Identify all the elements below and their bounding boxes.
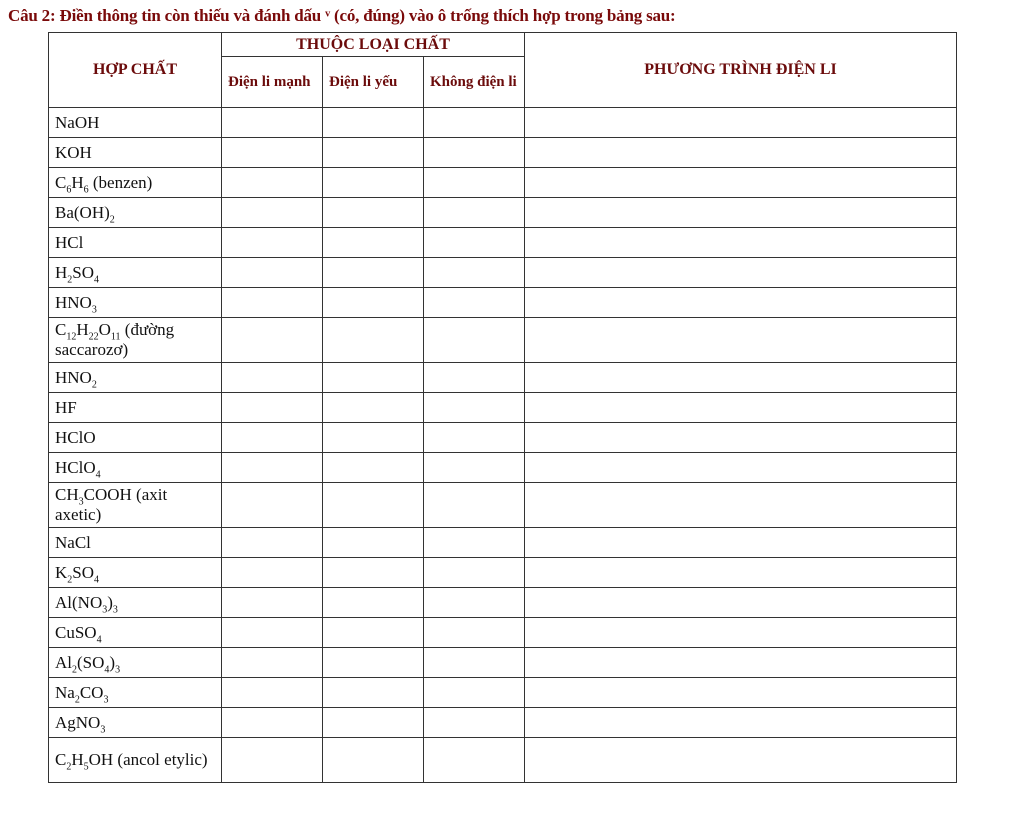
equation-cell[interactable] [525, 318, 957, 363]
compound-name: KOH [49, 138, 222, 168]
weak-cell[interactable] [323, 588, 424, 618]
table-row [49, 138, 957, 168]
weak-cell[interactable] [323, 363, 424, 393]
non-electrolyte-cell[interactable] [424, 138, 525, 168]
table-row [49, 588, 957, 618]
equation-cell[interactable] [525, 588, 957, 618]
table-row [49, 528, 957, 558]
table-row [49, 198, 957, 228]
non-electrolyte-cell[interactable] [424, 228, 525, 258]
equation-cell[interactable] [525, 453, 957, 483]
non-electrolyte-cell[interactable] [424, 198, 525, 228]
compound-name: $Ba(OH)_2$ [49, 198, 222, 228]
weak-cell[interactable] [323, 138, 424, 168]
table-row [49, 258, 957, 288]
strong-cell[interactable] [222, 528, 323, 558]
non-electrolyte-cell[interactable] [424, 648, 525, 678]
strong-cell[interactable] [222, 648, 323, 678]
compound-name: $C_{12}H_{22}O_{11}$ (đường saccarozơ) [49, 318, 222, 363]
compound-name: $HNO_3$ [49, 288, 222, 318]
equation-cell[interactable] [525, 288, 957, 318]
strong-cell[interactable] [222, 558, 323, 588]
non-electrolyte-cell[interactable] [424, 558, 525, 588]
non-electrolyte-cell[interactable] [424, 108, 525, 138]
weak-cell[interactable] [323, 648, 424, 678]
non-electrolyte-cell[interactable] [424, 288, 525, 318]
weak-cell[interactable] [323, 558, 424, 588]
compound-name: AgNO$_3$ [49, 708, 222, 738]
compound-name: $K_2SO_4$ [49, 558, 222, 588]
non-electrolyte-cell[interactable] [424, 738, 525, 783]
table-row [49, 453, 957, 483]
equation-cell[interactable] [525, 168, 957, 198]
non-electrolyte-cell[interactable] [424, 168, 525, 198]
strong-cell[interactable] [222, 108, 323, 138]
equation-cell[interactable] [525, 618, 957, 648]
weak-cell[interactable] [323, 108, 424, 138]
compound-name: $CH_3COOH$ (axit axetic) [49, 483, 222, 528]
weak-cell[interactable] [323, 678, 424, 708]
compound-name: HCl [49, 228, 222, 258]
strong-cell[interactable] [222, 738, 323, 783]
non-electrolyte-cell[interactable] [424, 588, 525, 618]
question-title: Câu 2: Điền thông tin còn thiếu và đánh dấu ᵛ (có, đúng) vào ô trống thích hợp trong bảng sau: [8, 6, 676, 25]
weak-cell[interactable] [323, 423, 424, 453]
compound-name: HClO$_4$ [49, 453, 222, 483]
compound-name: $C_6H_6$ (benzen) [49, 168, 222, 198]
table-row [49, 708, 957, 738]
header-non-electrolyte: Không điện li [424, 57, 525, 108]
table-body [49, 108, 957, 783]
weak-cell[interactable] [323, 168, 424, 198]
non-electrolyte-cell[interactable] [424, 393, 525, 423]
non-electrolyte-cell[interactable] [424, 318, 525, 363]
compound-name: NaOH [49, 108, 222, 138]
strong-cell[interactable] [222, 288, 323, 318]
strong-cell[interactable] [222, 258, 323, 288]
table-row [49, 318, 957, 363]
equation-cell[interactable] [525, 108, 957, 138]
equation-cell[interactable] [525, 708, 957, 738]
weak-cell[interactable] [323, 288, 424, 318]
strong-cell[interactable] [222, 228, 323, 258]
strong-cell[interactable] [222, 393, 323, 423]
strong-cell[interactable] [222, 318, 323, 363]
strong-cell[interactable] [222, 198, 323, 228]
weak-cell[interactable] [323, 528, 424, 558]
table-row [49, 168, 957, 198]
equation-cell[interactable] [525, 138, 957, 168]
strong-cell[interactable] [222, 423, 323, 453]
strong-cell[interactable] [222, 678, 323, 708]
weak-cell[interactable] [323, 708, 424, 738]
table-row [49, 393, 957, 423]
equation-cell[interactable] [525, 393, 957, 423]
strong-cell[interactable] [222, 483, 323, 528]
strong-cell[interactable] [222, 618, 323, 648]
strong-cell[interactable] [222, 363, 323, 393]
table-row [49, 483, 957, 528]
header-weak-electrolyte: Điện li yếu [323, 57, 424, 108]
compound-name: CuSO$_4$ [49, 618, 222, 648]
weak-cell[interactable] [323, 258, 424, 288]
strong-cell[interactable] [222, 138, 323, 168]
non-electrolyte-cell[interactable] [424, 708, 525, 738]
strong-cell[interactable] [222, 708, 323, 738]
equation-cell[interactable] [525, 678, 957, 708]
weak-cell[interactable] [323, 483, 424, 528]
compound-name: $HNO_2$ [49, 363, 222, 393]
compound-name: $Al_2(SO_4)_3$ [49, 648, 222, 678]
equation-cell[interactable] [525, 258, 957, 288]
non-electrolyte-cell[interactable] [424, 258, 525, 288]
compound-name: $C_2H_5OH$ (ancol etylic) [49, 738, 222, 783]
table-row [49, 678, 957, 708]
non-electrolyte-cell[interactable] [424, 528, 525, 558]
weak-cell[interactable] [323, 198, 424, 228]
weak-cell[interactable] [323, 228, 424, 258]
weak-cell[interactable] [323, 738, 424, 783]
strong-cell[interactable] [222, 168, 323, 198]
non-electrolyte-cell[interactable] [424, 453, 525, 483]
table-row [49, 363, 957, 393]
table-row [49, 648, 957, 678]
non-electrolyte-cell[interactable] [424, 483, 525, 528]
non-electrolyte-cell[interactable] [424, 678, 525, 708]
table-row [49, 618, 957, 648]
table-row [49, 108, 957, 138]
header-compound: HỢP CHẤT [49, 33, 222, 108]
equation-cell[interactable] [525, 423, 957, 453]
equation-cell[interactable] [525, 558, 957, 588]
equation-cell[interactable] [525, 198, 957, 228]
equation-cell[interactable] [525, 483, 957, 528]
table-row [49, 423, 957, 453]
non-electrolyte-cell[interactable] [424, 423, 525, 453]
strong-cell[interactable] [222, 588, 323, 618]
electrolyte-table [48, 32, 957, 783]
non-electrolyte-cell[interactable] [424, 618, 525, 648]
equation-cell[interactable] [525, 648, 957, 678]
header-equation: PHƯƠNG TRÌNH ĐIỆN LI [525, 33, 957, 108]
equation-cell[interactable] [525, 363, 957, 393]
strong-cell[interactable] [222, 453, 323, 483]
compound-name: $Na_2CO_3$ [49, 678, 222, 708]
table-row [49, 738, 957, 783]
compound-name: $Al(NO_3)_3$ [49, 588, 222, 618]
header-category: THUỘC LOẠI CHẤT [222, 33, 525, 57]
non-electrolyte-cell[interactable] [424, 363, 525, 393]
table-row [49, 558, 957, 588]
weak-cell[interactable] [323, 393, 424, 423]
table-row [49, 228, 957, 258]
weak-cell[interactable] [323, 318, 424, 363]
compound-name: NaCl [49, 528, 222, 558]
weak-cell[interactable] [323, 453, 424, 483]
compound-name: HF [49, 393, 222, 423]
compound-name: HClO [49, 423, 222, 453]
compound-name: $H_2SO_4$ [49, 258, 222, 288]
weak-cell[interactable] [323, 618, 424, 648]
equation-cell[interactable] [525, 228, 957, 258]
header-strong-electrolyte: Điện li mạnh [222, 57, 323, 108]
table-row [49, 288, 957, 318]
equation-cell[interactable] [525, 528, 957, 558]
equation-cell[interactable] [525, 738, 957, 783]
